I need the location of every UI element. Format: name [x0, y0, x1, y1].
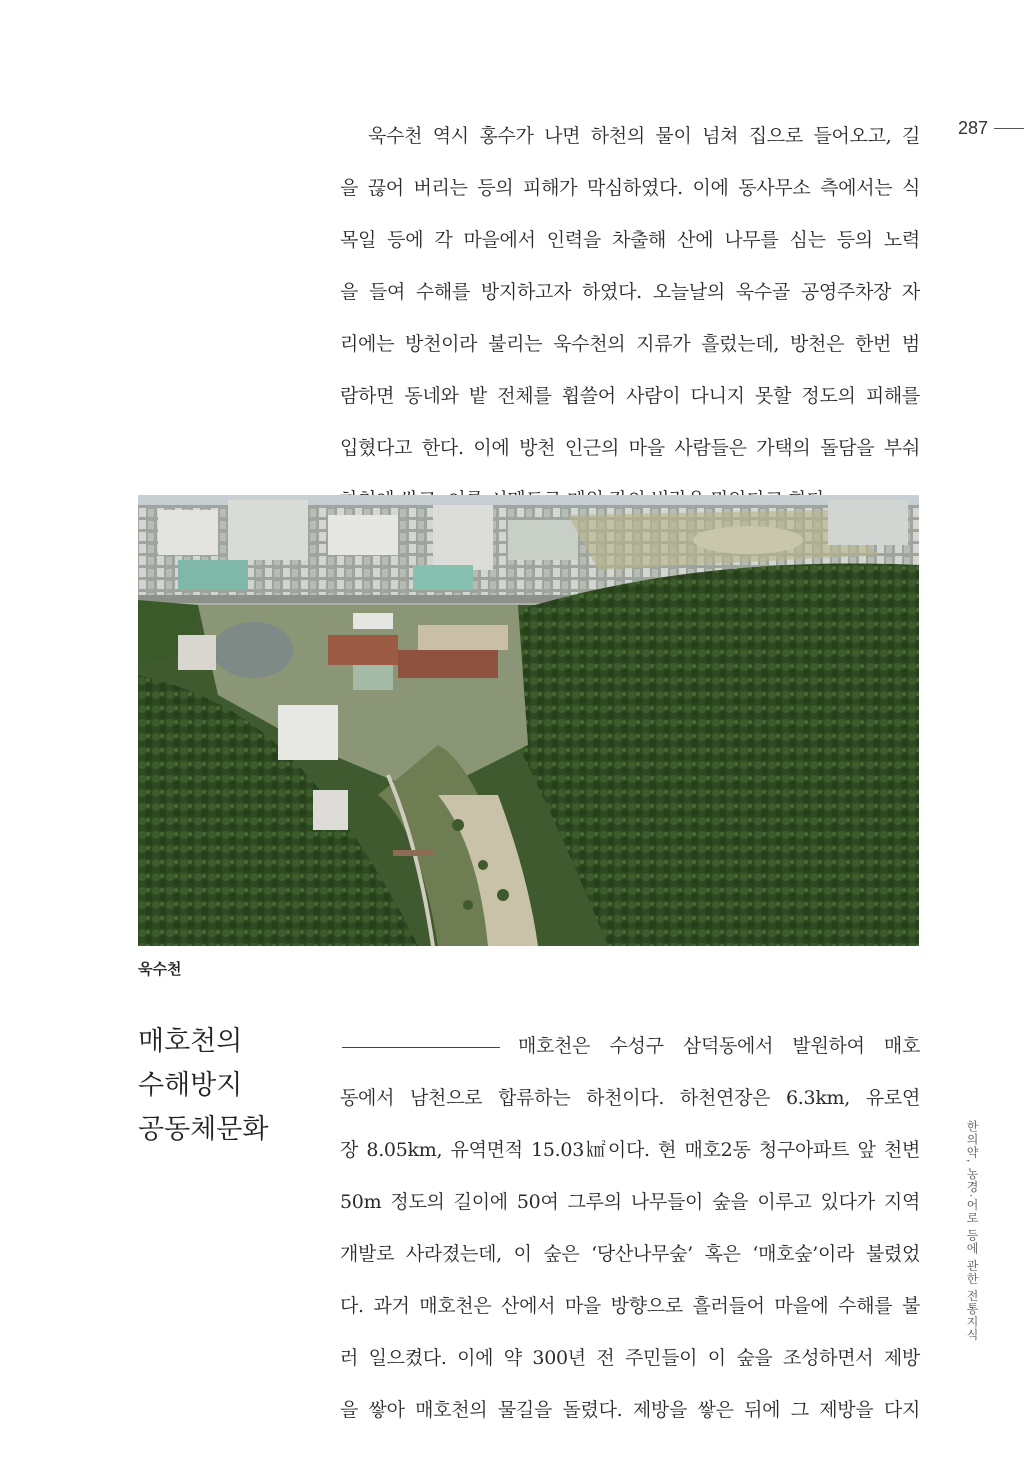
paragraph-line: 을 들여 수해를 방지하고자 하였다. 오늘날의 욱수골 공영주차장 자 [340, 281, 920, 303]
page-number-rule [994, 128, 1024, 129]
photo-caption: 욱수천 [138, 961, 182, 978]
paragraph-line: 러 일으켰다. 이에 약 300년 전 주민들이 이 숲을 조성하면서 제방 [340, 1347, 920, 1369]
bottom-paragraph [340, 1020, 920, 1436]
section-title [138, 1020, 268, 1152]
paragraph-line: 50m 정도의 길이에 50여 그루의 나무들이 숲을 이루고 있다가 지역 [340, 1191, 920, 1213]
aerial-photo-illustration [138, 495, 919, 946]
paragraph-line: 욱수천 역시 홍수가 나면 하천의 물이 넘쳐 집으로 들어오고, 길 [368, 125, 920, 147]
paragraph-line: 입혔다고 한다. 이에 방천 인근의 마을 사람들은 가택의 돌담을 부숴 [340, 437, 920, 459]
section-title-line: 매호천의 [138, 1026, 243, 1057]
paragraph-line: 리에는 방천이라 불리는 욱수천의 지류가 흘렀는데, 방천은 한번 범 [340, 333, 920, 355]
paragraph-line: 장 8.05km, 유역면적 15.03㎢이다. 현 매호2동 청구아파트 앞 천변 [340, 1139, 920, 1161]
top-paragraph [340, 110, 920, 526]
page-number-text: 287 [958, 118, 989, 138]
paragraph-line: 매호천은 수성구 삼덕동에서 발원하여 매호 [518, 1035, 920, 1057]
aerial-photo [138, 495, 919, 946]
paragraph-line: 목일 등에 각 마을에서 인력을 차출해 산에 나무를 심는 등의 노력 [340, 229, 920, 251]
page-number [958, 118, 1024, 139]
paragraph-line: 동에서 남천으로 합류하는 하천이다. 하천연장은 6.3km, 유로연 [340, 1087, 920, 1109]
section-title-line: 공동체문화 [138, 1114, 269, 1145]
paragraph-line: 을 쌓아 매호천의 물길을 돌렸다. 제방을 쌓은 뒤에 그 제방을 다지 [340, 1399, 920, 1421]
side-running-title: 한의약, 농경·어로 등에 관한 전통지식 [965, 1120, 979, 1342]
paragraph-line: 을 끊어 버리는 등의 피해가 막심하였다. 이에 동사무소 측에서는 식 [340, 177, 920, 199]
section-title-line: 수해방지 [138, 1070, 243, 1101]
paragraph-line: 다. 과거 매호천은 산에서 마을 방향으로 흘러들어 마을에 수해를 불 [340, 1295, 920, 1317]
paragraph-line: 람하면 동네와 밭 전체를 휩쓸어 사람이 다니지 못할 정도의 피해를 [340, 385, 920, 407]
paragraph-line: 개발로 사라졌는데, 이 숲은 ‘당산나무숲’ 혹은 ‘매호숲’이라 불렸었 [340, 1243, 920, 1265]
